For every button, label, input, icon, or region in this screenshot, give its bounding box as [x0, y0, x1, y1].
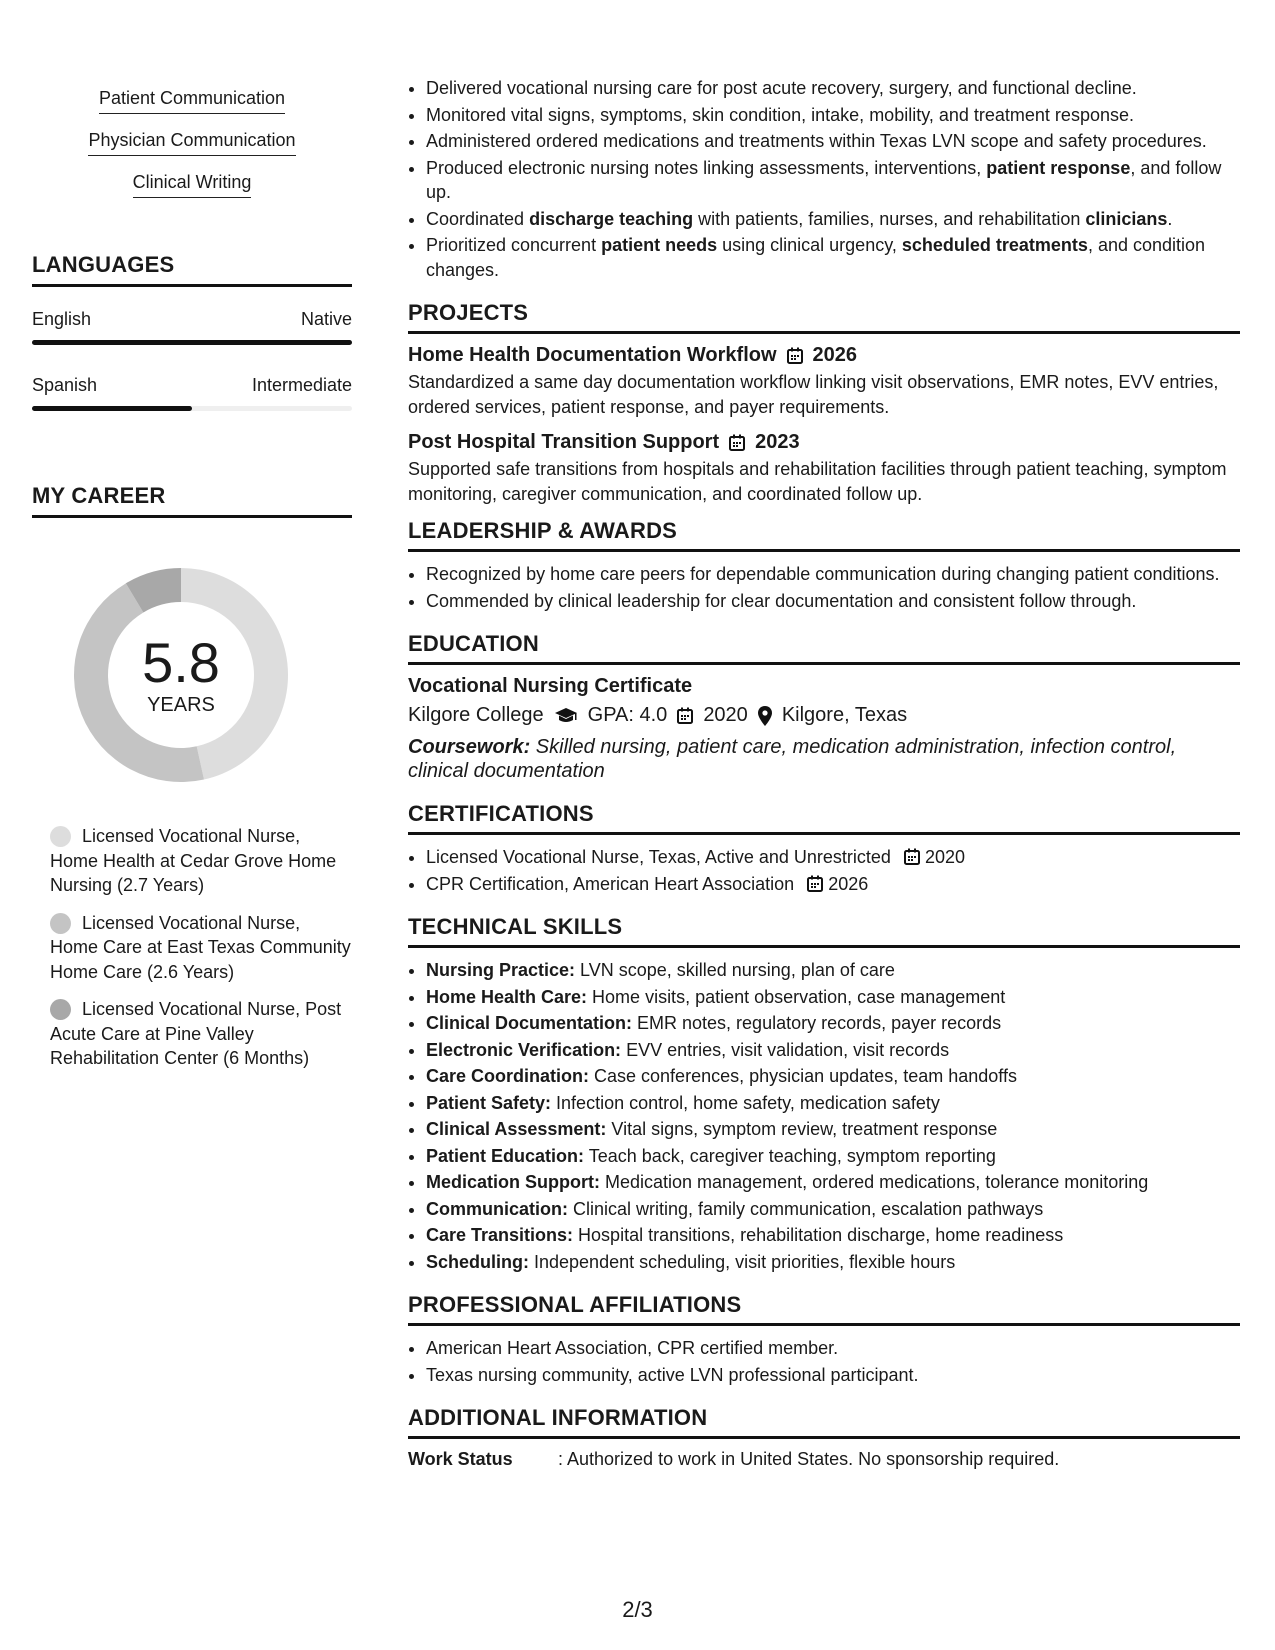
- coursework-label: Coursework:: [408, 736, 531, 758]
- technical-skill-item: • Clinical Documentation: EMR notes, regulatory records, payer records: [426, 1011, 1240, 1036]
- technical-skill-item: • Care Coordination: Case conferences, physician updates, team handoffs: [426, 1064, 1240, 1089]
- experience-bullet: • Prioritized concurrent patient needs using clinical urgency, scheduled treatments, and condition changes.: [426, 233, 1240, 282]
- languages-heading: LANGUAGES: [32, 252, 352, 287]
- certification-year: 2020: [924, 847, 966, 867]
- language-item: [32, 375, 352, 411]
- education-location: Kilgore, Texas: [781, 704, 908, 726]
- career-item: [50, 997, 352, 1071]
- education-gpa: GPA: 4.0: [587, 704, 668, 726]
- certifications-section: [408, 801, 1240, 896]
- career-dot-icon: [50, 826, 71, 847]
- section-title: PROFESSIONAL AFFILIATIONS: [408, 1292, 1240, 1326]
- education-school: Kilgore College: [408, 704, 544, 726]
- info-value: : Authorized to work in United States. No sponsorship required.: [558, 1449, 1060, 1469]
- section-title: CERTIFICATIONS: [408, 801, 1240, 835]
- career-item: [50, 824, 352, 898]
- calendar-icon: [677, 707, 693, 724]
- language-bar-fill: [32, 340, 352, 345]
- career-dot-icon: [50, 999, 71, 1020]
- experience-bullet: • Coordinated discharge teaching with patients, families, nurses, and rehabilitation clinicians.: [426, 207, 1240, 232]
- career-dot-icon: [50, 913, 71, 934]
- additional-info-section: [408, 1405, 1240, 1470]
- skill-tag: Patient Communication: [99, 86, 285, 114]
- experience-bullets: [408, 76, 1240, 282]
- language-name: English: [32, 309, 92, 329]
- career-heading: MY CAREER: [32, 483, 352, 518]
- experience-bullet: • Produced electronic nursing notes linking assessments, interventions, patient response, and follow up.: [426, 156, 1240, 205]
- career-list: [32, 824, 352, 1071]
- project-item: [408, 431, 1240, 506]
- experience-bullet: • Monitored vital signs, symptoms, skin condition, intake, mobility, and treatment response.: [426, 103, 1240, 128]
- career-item-text: Licensed Vocational Nurse, Post Acute Care at Pine Valley Rehabilitation Center (6 Months): [50, 999, 342, 1068]
- experience-bullet: • Delivered vocational nursing care for post acute recovery, surgery, and functional decline.: [426, 76, 1240, 101]
- technical-skill-item: • Patient Education: Teach back, caregiver teaching, symptom reporting: [426, 1144, 1240, 1169]
- technical-skills-list: [408, 958, 1240, 1274]
- career-item: [50, 911, 352, 985]
- affiliation-item: • Texas nursing community, active LVN professional participant.: [426, 1363, 1240, 1388]
- section-title: ADDITIONAL INFORMATION: [408, 1405, 1240, 1439]
- technical-skills-section: [408, 914, 1240, 1274]
- main-column: [408, 76, 1240, 1470]
- project-name: Home Health Documentation Workflow: [408, 344, 777, 366]
- technical-skill-item: • Scheduling: Independent scheduling, visit priorities, flexible hours: [426, 1250, 1240, 1275]
- calendar-icon: [904, 848, 920, 865]
- technical-skill-item: • Electronic Verification: EVV entries, visit validation, visit records: [426, 1038, 1240, 1063]
- section-title: EDUCATION: [408, 631, 1240, 665]
- education-coursework: [408, 735, 1240, 783]
- technical-skill-item: • Patient Safety: Infection control, home safety, medication safety: [426, 1091, 1240, 1116]
- section-title: TECHNICAL SKILLS: [408, 914, 1240, 948]
- technical-skill-item: • Home Health Care: Home visits, patient observation, case management: [426, 985, 1240, 1010]
- project-name: Post Hospital Transition Support: [408, 431, 720, 453]
- affiliation-item: • American Heart Association, CPR certified member.: [426, 1336, 1240, 1361]
- certification-year: 2026: [828, 873, 869, 894]
- career-item-text: Licensed Vocational Nurse, Home Care at East Texas Community Home Care (2.6 Years): [50, 912, 351, 982]
- experience-bullet: • Administered ordered medications and treatments within Texas LVN scope and safety procedures.: [426, 129, 1240, 154]
- career-total-unit: YEARS: [147, 693, 215, 716]
- leadership-item: • Recognized by home care peers for dependable communication during changing patient conditions.: [426, 562, 1240, 587]
- technical-skill-item: • Nursing Practice: LVN scope, skilled nursing, plan of care: [426, 958, 1240, 983]
- technical-skill-item: • Medication Support: Medication management, ordered medications, tolerance monitoring: [426, 1170, 1240, 1195]
- skill-tags: [32, 86, 352, 198]
- info-label: Work Status: [408, 1449, 513, 1469]
- location-pin-icon: [758, 706, 772, 726]
- section-title: LEADERSHIP & AWARDS: [408, 518, 1240, 552]
- language-level: Native: [300, 309, 352, 329]
- education-section: [408, 631, 1240, 783]
- certification-name: CPR Certification, American Heart Association: [426, 873, 795, 894]
- skill-tag: Clinical Writing: [133, 170, 252, 198]
- project-description: Supported safe transitions from hospitals and rehabilitation facilities through patient teaching, symptom monitoring, caregiver communication, and coordinated follow up.: [408, 459, 1227, 504]
- career-total-years: 5.8: [142, 630, 220, 694]
- calendar-icon: [729, 434, 745, 451]
- graduation-cap-icon: [554, 707, 578, 725]
- technical-skill-item: • Clinical Assessment: Vital signs, symptom review, treatment response: [426, 1117, 1240, 1142]
- certification-item: [426, 845, 1240, 870]
- career-donut: [66, 560, 296, 790]
- language-bar: [32, 340, 352, 345]
- technical-skill-item: • Care Transitions: Hospital transitions, rehabilitation discharge, home readiness: [426, 1223, 1240, 1248]
- leadership-item: • Commended by clinical leadership for clear documentation and consistent follow through.: [426, 589, 1240, 614]
- language-level: Intermediate: [251, 375, 352, 395]
- career-item-text: Licensed Vocational Nurse, Home Health at Cedar Grove Home Nursing (2.7 Years): [50, 826, 337, 895]
- education-degree: Vocational Nursing Certificate: [408, 675, 693, 697]
- languages-section: [32, 252, 352, 411]
- project-item: [408, 344, 1240, 419]
- education-year: 2020: [703, 704, 748, 726]
- career-section: [32, 483, 352, 1071]
- skill-tag: Physician Communication: [88, 128, 295, 156]
- section-title: PROJECTS: [408, 300, 1240, 334]
- sidebar: [32, 80, 352, 1084]
- language-item: [32, 309, 352, 345]
- project-year: 2023: [755, 431, 800, 453]
- leadership-section: [408, 518, 1240, 613]
- certification-item: [426, 872, 1240, 897]
- language-bar-fill: [32, 406, 192, 411]
- calendar-icon: [787, 347, 803, 364]
- page-number: 2/3: [622, 1597, 653, 1622]
- projects-section: [408, 300, 1240, 506]
- language-bar: [32, 406, 352, 411]
- technical-skill-item: • Communication: Clinical writing, family communication, escalation pathways: [426, 1197, 1240, 1222]
- language-name: Spanish: [32, 375, 98, 395]
- project-description: Standardized a same day documentation workflow linking visit observations, EMR notes, EVV entries, ordered services, patient response, and payer requirements.: [408, 372, 1219, 417]
- certification-name: Licensed Vocational Nurse, Texas, Active and Unrestricted: [426, 847, 891, 867]
- calendar-icon: [807, 875, 823, 892]
- affiliations-section: [408, 1292, 1240, 1387]
- coursework-text: Skilled nursing, patient care, medication administration, infection control, clinical documentation: [408, 736, 1177, 782]
- project-year: 2026: [812, 344, 858, 366]
